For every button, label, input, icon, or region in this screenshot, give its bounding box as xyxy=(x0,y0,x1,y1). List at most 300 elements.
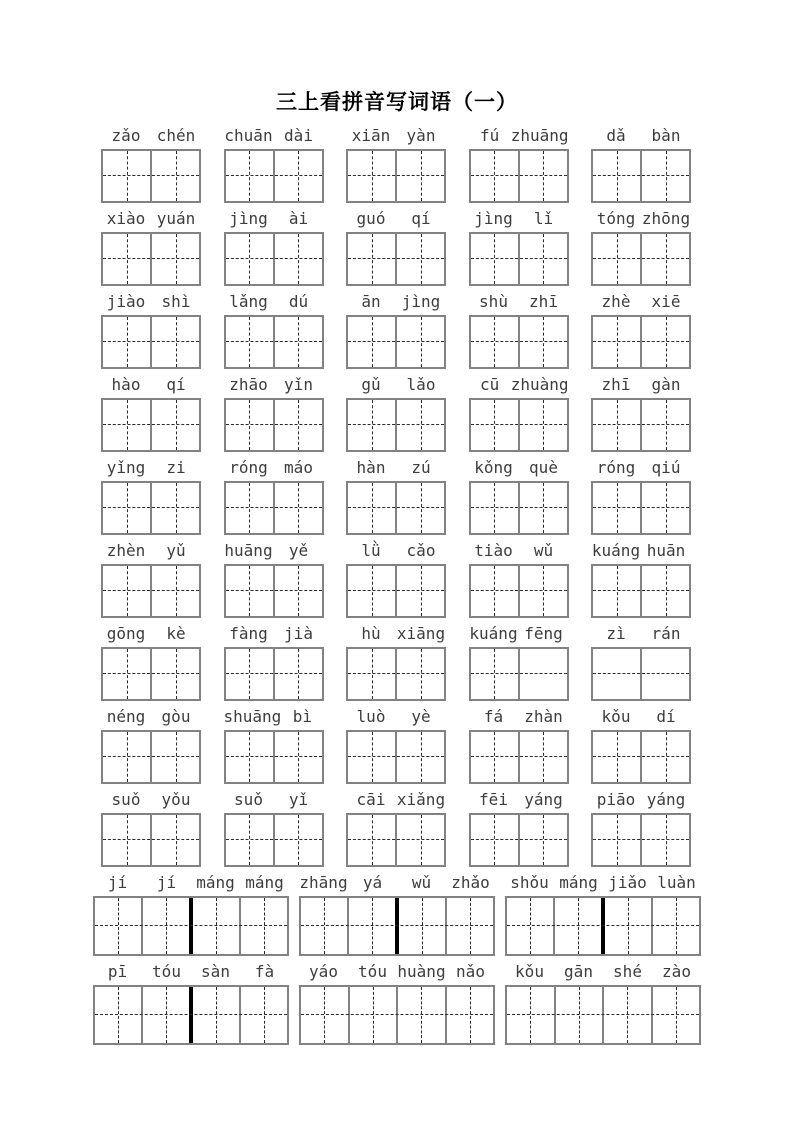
writing-cell xyxy=(397,566,444,616)
writing-grid-box xyxy=(346,647,446,701)
pinyin-syllable: yǐ xyxy=(288,790,309,809)
worksheet-row xyxy=(93,624,701,701)
writing-grid-box xyxy=(224,315,324,369)
worksheet-row xyxy=(93,375,701,452)
writing-cell xyxy=(593,234,642,284)
writing-cell xyxy=(471,234,520,284)
pinyin-syllable: róng xyxy=(229,458,268,477)
writing-cell xyxy=(520,649,567,699)
pinyin-word xyxy=(346,126,446,146)
writing-grid-box xyxy=(224,232,324,286)
pinyin-syllable: shuāng xyxy=(223,707,282,726)
writing-grid-box xyxy=(224,481,324,535)
pinyin-syllable: lǎng xyxy=(229,292,268,311)
grid-row xyxy=(101,813,691,867)
pinyin-syllable: shì xyxy=(161,292,191,311)
writing-cell xyxy=(520,400,567,450)
grid-row xyxy=(101,730,691,784)
writing-cell xyxy=(520,234,567,284)
pinyin-row xyxy=(101,126,691,146)
grid-row xyxy=(101,647,691,701)
pinyin-word xyxy=(346,624,446,644)
pinyin-syllable: yǒu xyxy=(161,790,191,809)
writing-cell xyxy=(152,400,199,450)
grid-row xyxy=(101,564,691,618)
pinyin-syllable: ān xyxy=(361,292,381,311)
pinyin-word xyxy=(505,962,701,982)
writing-cell xyxy=(471,732,520,782)
worksheet-row xyxy=(93,541,701,618)
writing-grid-box xyxy=(346,564,446,618)
pinyin-row xyxy=(101,209,691,229)
writing-cell xyxy=(241,987,287,1043)
pinyin-syllable: máng xyxy=(245,873,284,892)
writing-cell xyxy=(103,649,152,699)
writing-cell xyxy=(103,732,152,782)
writing-grid-box xyxy=(591,398,691,452)
pinyin-syllable: xiǎng xyxy=(396,790,446,809)
pinyin-word xyxy=(346,458,446,478)
pinyin-syllable: jí xyxy=(107,873,128,892)
grid-row xyxy=(101,315,691,369)
pinyin-word xyxy=(93,873,289,893)
pinyin-syllable: jiǎo xyxy=(608,873,647,892)
writing-grid-box xyxy=(224,564,324,618)
pinyin-word xyxy=(93,962,289,982)
pinyin-syllable: xiào xyxy=(106,209,146,228)
writing-grid-box xyxy=(101,232,201,286)
pinyin-syllable: zhōng xyxy=(641,209,691,228)
pinyin-syllable: máng xyxy=(559,873,598,892)
pinyin-row xyxy=(101,292,691,312)
pinyin-syllable: qiú xyxy=(651,458,681,477)
writing-cell xyxy=(275,400,322,450)
writing-cell xyxy=(653,898,699,954)
writing-grid-box xyxy=(346,813,446,867)
writing-cell xyxy=(471,151,520,201)
writing-grid-box xyxy=(299,896,495,956)
writing-cell xyxy=(348,400,397,450)
pinyin-syllable: fēng xyxy=(524,624,563,643)
pinyin-syllable: kǒng xyxy=(474,458,513,477)
pinyin-syllable: yè xyxy=(411,707,431,726)
worksheet-row xyxy=(93,962,701,1045)
writing-cell xyxy=(193,987,241,1043)
writing-cell xyxy=(593,649,642,699)
pinyin-syllable: huàng xyxy=(397,962,446,981)
writing-cell xyxy=(397,400,444,450)
worksheet-row xyxy=(93,292,701,369)
writing-cell xyxy=(593,400,642,450)
writing-grid-box xyxy=(101,315,201,369)
writing-cell xyxy=(349,898,399,954)
pinyin-word xyxy=(101,126,201,146)
pinyin-word xyxy=(591,292,691,312)
pinyin-word xyxy=(469,209,569,229)
pinyin-syllable: dài xyxy=(284,126,313,145)
pinyin-row xyxy=(101,458,691,478)
writing-cell xyxy=(348,317,397,367)
writing-cell xyxy=(593,483,642,533)
pinyin-syllable: xiāng xyxy=(396,624,446,643)
writing-cell xyxy=(642,151,689,201)
pinyin-syllable: tóu xyxy=(358,962,387,981)
writing-cell xyxy=(642,815,689,865)
pinyin-row xyxy=(93,873,701,893)
pinyin-syllable: lǐ xyxy=(533,209,554,228)
writing-cell xyxy=(471,566,520,616)
writing-cell xyxy=(398,987,447,1043)
pinyin-syllable: tiào xyxy=(474,541,513,560)
pinyin-syllable: tóng xyxy=(596,209,636,228)
pinyin-word xyxy=(101,292,201,312)
pinyin-syllable: fàng xyxy=(229,624,268,643)
worksheet-row xyxy=(93,790,701,867)
pinyin-row xyxy=(93,962,701,982)
pinyin-word xyxy=(346,707,446,727)
writing-cell xyxy=(275,234,322,284)
writing-cell xyxy=(642,566,689,616)
pinyin-word xyxy=(101,624,201,644)
pinyin-syllable: què xyxy=(529,458,558,477)
writing-cell xyxy=(301,898,349,954)
writing-grid-box xyxy=(469,647,569,701)
pinyin-syllable: cāi xyxy=(356,790,386,809)
pinyin-syllable: fú xyxy=(479,126,500,145)
writing-grid-box xyxy=(591,813,691,867)
pinyin-word xyxy=(224,458,324,478)
pinyin-syllable: yáng xyxy=(646,790,686,809)
writing-cell xyxy=(605,898,653,954)
writing-cell xyxy=(152,151,199,201)
writing-cell xyxy=(397,483,444,533)
worksheet-row xyxy=(93,126,701,203)
pinyin-word xyxy=(591,707,691,727)
pinyin-word xyxy=(591,375,691,395)
writing-cell xyxy=(103,483,152,533)
pinyin-syllable: máo xyxy=(284,458,313,477)
worksheet-rows xyxy=(93,126,701,1045)
pinyin-syllable: yǔ xyxy=(166,541,186,560)
writing-cell xyxy=(653,987,700,1043)
pinyin-syllable: dí xyxy=(656,707,676,726)
pinyin-syllable: zhāo xyxy=(229,375,268,394)
pinyin-word xyxy=(346,375,446,395)
writing-cell xyxy=(103,566,152,616)
pinyin-syllable: qí xyxy=(411,209,431,228)
pinyin-row xyxy=(101,541,691,561)
pinyin-syllable: kǒu xyxy=(601,707,631,726)
pinyin-syllable: nǎo xyxy=(456,962,485,981)
pinyin-syllable: jìng xyxy=(474,209,513,228)
writing-cell xyxy=(507,987,556,1043)
pinyin-syllable: dǎ xyxy=(606,126,626,145)
writing-cell xyxy=(642,317,689,367)
pinyin-word xyxy=(469,707,569,727)
grid-row xyxy=(101,398,691,452)
pinyin-row xyxy=(101,790,691,810)
pinyin-syllable: zhī xyxy=(529,292,558,311)
pinyin-syllable: jìng xyxy=(401,292,441,311)
pinyin-word xyxy=(224,790,324,810)
pinyin-word xyxy=(299,962,495,982)
writing-grid-box xyxy=(224,813,324,867)
pinyin-syllable: zhī xyxy=(601,375,631,394)
pinyin-syllable: bì xyxy=(292,707,313,726)
writing-grid-box xyxy=(224,730,324,784)
writing-grid-box xyxy=(93,896,289,956)
pinyin-word xyxy=(299,873,495,893)
writing-cell xyxy=(226,317,275,367)
pinyin-word xyxy=(224,541,324,561)
writing-cell xyxy=(103,234,152,284)
pinyin-syllable: yǐng xyxy=(106,458,146,477)
pinyin-syllable: pī xyxy=(107,962,128,981)
writing-grid-box xyxy=(101,398,201,452)
writing-grid-box xyxy=(346,315,446,369)
writing-grid-box xyxy=(224,398,324,452)
writing-cell xyxy=(275,483,322,533)
writing-grid-box xyxy=(591,315,691,369)
pinyin-syllable: guó xyxy=(356,209,386,228)
pinyin-syllable: bàn xyxy=(651,126,681,145)
writing-grid-box xyxy=(591,232,691,286)
writing-grid-box xyxy=(299,985,495,1045)
writing-grid-box xyxy=(346,232,446,286)
writing-cell xyxy=(350,987,399,1043)
pinyin-word xyxy=(101,541,201,561)
pinyin-syllable: tóu xyxy=(152,962,181,981)
writing-cell xyxy=(226,732,275,782)
grid-row xyxy=(101,149,691,203)
pinyin-word xyxy=(469,458,569,478)
writing-grid-box xyxy=(591,481,691,535)
pinyin-word xyxy=(224,209,324,229)
writing-cell xyxy=(226,151,275,201)
writing-cell xyxy=(397,151,444,201)
pinyin-syllable: dú xyxy=(288,292,309,311)
pinyin-syllable: ài xyxy=(288,209,309,228)
writing-cell xyxy=(471,400,520,450)
pinyin-syllable: suǒ xyxy=(111,790,141,809)
pinyin-syllable: fá xyxy=(483,707,504,726)
worksheet-row xyxy=(93,209,701,286)
writing-cell xyxy=(520,566,567,616)
writing-cell xyxy=(593,815,642,865)
writing-grid-box xyxy=(346,149,446,203)
writing-cell xyxy=(447,987,494,1043)
worksheet-row xyxy=(93,873,701,956)
writing-cell xyxy=(593,566,642,616)
pinyin-word xyxy=(469,790,569,810)
writing-cell xyxy=(397,234,444,284)
writing-grid-box xyxy=(469,813,569,867)
writing-cell xyxy=(397,815,444,865)
pinyin-syllable: fà xyxy=(254,962,275,981)
writing-cell xyxy=(471,317,520,367)
pinyin-syllable: shù xyxy=(479,292,508,311)
writing-grid-box xyxy=(101,813,201,867)
pinyin-syllable: zhèn xyxy=(106,541,146,560)
pinyin-word xyxy=(469,541,569,561)
pinyin-syllable: lǜ xyxy=(361,541,381,560)
pinyin-word xyxy=(469,292,569,312)
writing-grid-box xyxy=(469,481,569,535)
writing-cell xyxy=(275,566,322,616)
writing-cell xyxy=(193,898,241,954)
pinyin-syllable: kǒu xyxy=(515,962,544,981)
pinyin-syllable: zhè xyxy=(601,292,631,311)
pinyin-syllable: rán xyxy=(651,624,681,643)
pinyin-syllable: chuān xyxy=(224,126,273,145)
pinyin-syllable: zú xyxy=(411,458,431,477)
pinyin-syllable: cǎo xyxy=(406,541,436,560)
writing-grid-box xyxy=(346,398,446,452)
writing-cell xyxy=(447,898,493,954)
writing-cell xyxy=(152,649,199,699)
pinyin-syllable: luàn xyxy=(657,873,696,892)
writing-cell xyxy=(348,566,397,616)
pinyin-syllable: kuáng xyxy=(591,541,641,560)
writing-grid-box xyxy=(469,564,569,618)
pinyin-word xyxy=(101,707,201,727)
pinyin-syllable: chén xyxy=(156,126,196,145)
pinyin-syllable: jí xyxy=(156,873,177,892)
pinyin-syllable: luò xyxy=(356,707,386,726)
writing-cell xyxy=(103,151,152,201)
writing-grid-box xyxy=(469,398,569,452)
writing-grid-box xyxy=(505,896,701,956)
pinyin-syllable: huāng xyxy=(224,541,273,560)
writing-grid-box xyxy=(101,564,201,618)
pinyin-syllable: hào xyxy=(111,375,141,394)
writing-grid-box xyxy=(505,985,701,1045)
writing-cell xyxy=(520,151,567,201)
pinyin-row xyxy=(101,624,691,644)
pinyin-syllable: zi xyxy=(166,458,186,477)
writing-cell xyxy=(348,815,397,865)
pinyin-syllable: gòu xyxy=(161,707,191,726)
pinyin-syllable: hàn xyxy=(356,458,386,477)
pinyin-syllable: yáo xyxy=(309,962,338,981)
pinyin-syllable: kè xyxy=(166,624,186,643)
pinyin-syllable: zì xyxy=(606,624,626,643)
pinyin-syllable: lǎo xyxy=(406,375,436,394)
writing-grid-box xyxy=(224,647,324,701)
writing-cell xyxy=(520,483,567,533)
pinyin-word xyxy=(469,126,569,146)
pinyin-syllable: yě xyxy=(288,541,309,560)
writing-grid-box xyxy=(591,564,691,618)
pinyin-syllable: sàn xyxy=(201,962,230,981)
pinyin-syllable: suǒ xyxy=(234,790,263,809)
pinyin-word xyxy=(591,458,691,478)
writing-cell xyxy=(348,649,397,699)
writing-cell xyxy=(226,649,275,699)
writing-cell xyxy=(241,898,287,954)
writing-grid-box xyxy=(469,232,569,286)
writing-cell xyxy=(397,649,444,699)
pinyin-syllable: máng xyxy=(196,873,235,892)
writing-cell xyxy=(275,649,322,699)
writing-cell xyxy=(226,234,275,284)
writing-cell xyxy=(152,815,199,865)
writing-grid-box xyxy=(591,647,691,701)
pinyin-syllable: xiē xyxy=(651,292,681,311)
pinyin-syllable: jià xyxy=(284,624,313,643)
pinyin-syllable: gǔ xyxy=(361,375,381,394)
writing-grid-box xyxy=(591,730,691,784)
writing-cell xyxy=(226,400,275,450)
writing-cell xyxy=(507,898,555,954)
pinyin-word xyxy=(224,624,324,644)
pinyin-syllable: piāo xyxy=(596,790,636,809)
writing-cell xyxy=(348,732,397,782)
writing-cell xyxy=(226,566,275,616)
pinyin-syllable: jìng xyxy=(229,209,268,228)
writing-cell xyxy=(593,732,642,782)
writing-cell xyxy=(593,317,642,367)
writing-grid-box xyxy=(93,985,289,1045)
pinyin-word xyxy=(591,209,691,229)
pinyin-word xyxy=(505,873,701,893)
pinyin-syllable: fēi xyxy=(479,790,508,809)
writing-cell xyxy=(152,566,199,616)
pinyin-syllable: yáng xyxy=(524,790,563,809)
pinyin-word xyxy=(101,790,201,810)
writing-grid-box xyxy=(346,730,446,784)
pinyin-syllable: shǒu xyxy=(510,873,549,892)
pinyin-word xyxy=(346,292,446,312)
writing-cell xyxy=(471,483,520,533)
pinyin-word xyxy=(591,624,691,644)
pinyin-row xyxy=(101,707,691,727)
writing-cell xyxy=(226,815,275,865)
pinyin-syllable: zhǎo xyxy=(451,873,490,892)
pinyin-syllable: zǎo xyxy=(111,126,141,145)
writing-cell xyxy=(642,483,689,533)
writing-cell xyxy=(275,317,322,367)
pinyin-syllable: kuáng xyxy=(469,624,518,643)
writing-cell xyxy=(103,815,152,865)
writing-cell xyxy=(103,317,152,367)
pinyin-syllable: zhuàng xyxy=(510,375,569,394)
pinyin-word xyxy=(101,458,201,478)
pinyin-syllable: yuán xyxy=(156,209,196,228)
writing-grid-box xyxy=(101,149,201,203)
pinyin-syllable: xiān xyxy=(351,126,391,145)
writing-cell xyxy=(399,898,447,954)
worksheet-title: 三上看拼音写词语（一） xyxy=(276,91,518,114)
writing-cell xyxy=(642,649,689,699)
pinyin-syllable: hù xyxy=(361,624,381,643)
pinyin-word xyxy=(101,375,201,395)
worksheet-row xyxy=(93,707,701,784)
pinyin-syllable: jiào xyxy=(106,292,146,311)
pinyin-syllable: gōng xyxy=(106,624,146,643)
writing-grid-box xyxy=(469,730,569,784)
writing-grid-box xyxy=(591,149,691,203)
writing-cell xyxy=(275,815,322,865)
pinyin-syllable: shé xyxy=(613,962,642,981)
writing-grid-box xyxy=(469,315,569,369)
worksheet-row xyxy=(93,458,701,535)
writing-cell xyxy=(143,987,193,1043)
pinyin-word xyxy=(591,126,691,146)
pinyin-syllable: róng xyxy=(596,458,636,477)
writing-cell xyxy=(152,234,199,284)
writing-cell xyxy=(348,483,397,533)
